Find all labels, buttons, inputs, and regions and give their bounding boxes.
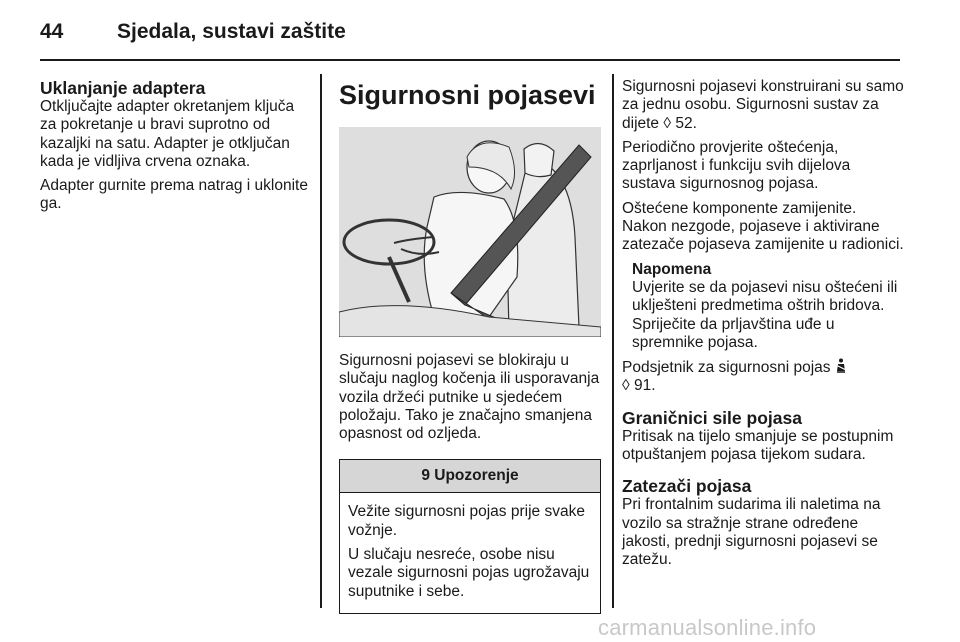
paragraph: U slučaju nesreće, osobe nisu vezale sigurnosni pojas ugrožavaju suputnike i sebe. <box>348 546 590 600</box>
paragraph: Vežite sigurnosni pojas prije svake vožnje. <box>348 503 585 539</box>
warning-icon: 9 <box>421 467 430 485</box>
paragraph: Sigurnosni pojasevi konstruirani su samo za jednu osobu. Sigurnosni sustav za dijete ◊ 52. <box>622 78 904 132</box>
note-text: Uvjerite se da pojasevi nisu oštećeni ili uklješteni predmetima oštrih bridova. Spriječite da prljavština uđe u spremnike pojasa. <box>632 278 898 351</box>
header-rule <box>40 59 900 61</box>
column-middle <box>339 78 603 614</box>
note-box <box>632 261 904 352</box>
seatbelt-person-icon <box>339 127 601 337</box>
column-divider-2 <box>612 74 614 608</box>
paragraph: Otključajte adapter okretanjem ključa za pokretanje u bravi suprotno od kazaljki na satu. Adapter je otključan kada je vidljiva crvena oznaka. <box>40 98 295 170</box>
paragraph: Sigurnosni pojasevi se blokiraju u slučaju naglog kočenja ili usporavanja vozila držeći putnike u sjedećem položaju. Tako je značajno smanjena opasnost od ozljeda. <box>339 352 600 443</box>
paragraph: Pri frontalnim sudarima ili naletima na vozilo sa stražnje strane određene jakosti, prednji sigurnosni pojasevi se zatežu. <box>622 496 881 569</box>
seatbelt-illustration <box>339 127 601 337</box>
warning-title: Upozorenje <box>434 467 519 485</box>
paragraph: Adapter gurnite prema natrag i uklonite ga. <box>40 177 308 213</box>
reminder-ref: ◊ 91. <box>622 377 656 395</box>
section-heading: Graničnici sile pojasa <box>622 407 802 428</box>
section-pretensioners <box>622 476 904 569</box>
column-divider-1 <box>320 74 322 608</box>
warning-header <box>340 460 600 493</box>
paragraph: Oštećene komponente zamijenite. Nakon nezgode, pojaseve i aktivirane zatezače pojaseva zamijenite u radionici. <box>622 199 904 254</box>
chapter-title: Sjedala, sustavi zaštite <box>117 20 346 43</box>
column-left <box>40 78 310 220</box>
page-header <box>40 20 900 54</box>
note-title: Napomena <box>632 260 712 278</box>
paragraph: Pritisak na tijelo smanjuje se postupnim otpuštanjem pojasa tijekom sudara. <box>622 427 894 464</box>
reminder-paragraph <box>622 358 904 396</box>
section-force-limiters <box>622 408 904 465</box>
section-title: Sigurnosni pojasevi <box>339 80 596 110</box>
watermark: carmanualsonline.info <box>598 615 817 640</box>
seatbelt-reminder-icon <box>835 359 847 376</box>
warning-body <box>340 493 600 612</box>
reminder-text: Podsjetnik za sigurnosni pojas <box>622 359 831 377</box>
paragraph: Periodično provjerite oštećenja, zaprljanost i funkciju svih dijelova sustava sigurnosnog pojasa. <box>622 138 851 193</box>
page-number: 44 <box>40 20 64 43</box>
section-heading: Zatezači pojasa <box>622 476 752 497</box>
section-heading-adapter: Uklanjanje adaptera <box>40 78 206 98</box>
column-right <box>622 78 904 576</box>
warning-box <box>339 459 601 613</box>
